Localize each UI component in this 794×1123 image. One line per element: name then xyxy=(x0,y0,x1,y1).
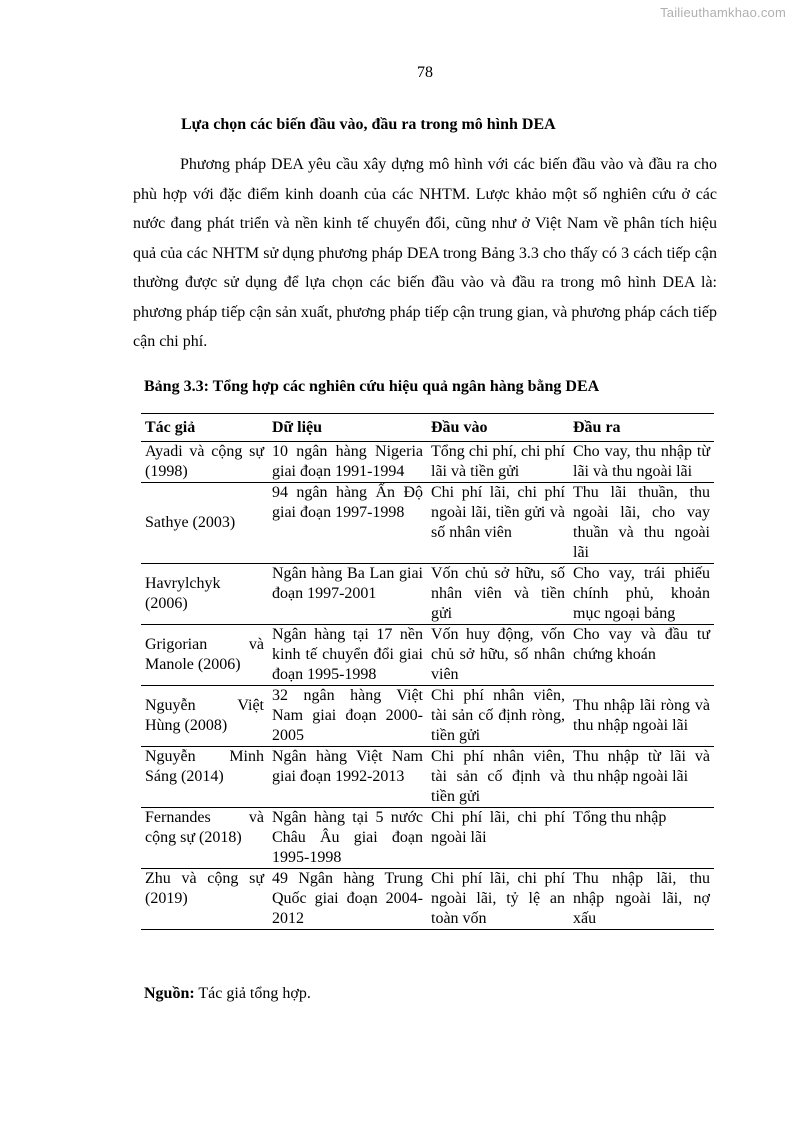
cell-outputs: Cho vay và đầu tư chứng khoán xyxy=(569,625,714,686)
cell-author: Grigorian và Manole (2006) xyxy=(141,625,268,686)
table-row xyxy=(141,869,714,930)
table-caption: Bảng 3.3: Tổng hợp các nghiên cứu hiệu quả ngân hàng bằng DEA xyxy=(144,378,600,395)
cell-author: Fernandes và cộng sự (2018) xyxy=(141,808,268,869)
table-header-row xyxy=(141,414,714,442)
source-text: Tác giả tổng hợp. xyxy=(198,985,311,1002)
cell-inputs: Chi phí nhân viên, tài sản cố định và tiền gửi xyxy=(427,747,569,808)
table-row xyxy=(141,483,714,564)
cell-outputs: Cho vay, thu nhập từ lãi và thu ngoài lãi xyxy=(569,442,714,483)
cell-author: Zhu và cộng sự (2019) xyxy=(141,869,268,930)
cell-author: Havrylchyk (2006) xyxy=(141,564,268,625)
cell-data: 32 ngân hàng Việt Nam giai đoạn 2000-2005 xyxy=(268,686,427,747)
table-row xyxy=(141,625,714,686)
cell-inputs: Chi phí lãi, chi phí ngoài lãi xyxy=(427,808,569,869)
source-note xyxy=(144,985,311,1003)
page-number: 78 xyxy=(417,64,433,81)
header-outputs: Đầu ra xyxy=(569,414,714,442)
cell-outputs: Tổng thu nhập xyxy=(569,808,714,869)
cell-author: Nguyễn Việt Hùng (2008) xyxy=(141,686,268,747)
studies-table xyxy=(141,413,714,930)
cell-data: Ngân hàng tại 17 nền kinh tế chuyển đổi giai đoạn 1995-1998 xyxy=(268,625,427,686)
cell-inputs: Vốn chủ sở hữu, số nhân viên và tiền gửi xyxy=(427,564,569,625)
section-heading: Lựa chọn các biến đầu vào, đầu ra trong mô hình DEA xyxy=(181,116,556,133)
cell-inputs: Vốn huy động, vốn chủ sở hữu, số nhân viên xyxy=(427,625,569,686)
cell-author: Nguyễn Minh Sáng (2014) xyxy=(141,747,268,808)
table-row xyxy=(141,808,714,869)
cell-inputs: Chi phí lãi, chi phí ngoài lãi, tỷ lệ an toàn vốn xyxy=(427,869,569,930)
table-row xyxy=(141,442,714,483)
table-row xyxy=(141,747,714,808)
cell-data: Ngân hàng Việt Nam giai đoạn 1992-2013 xyxy=(268,747,427,808)
table-row xyxy=(141,686,714,747)
table-row xyxy=(141,564,714,625)
cell-outputs: Thu nhập lãi ròng và thu nhập ngoài lãi xyxy=(569,686,714,747)
header-data: Dữ liệu xyxy=(268,414,427,442)
cell-inputs: Chi phí lãi, chi phí ngoài lãi, tiền gửi và số nhân viên xyxy=(427,483,569,564)
cell-data: 10 ngân hàng Nigeria giai đoạn 1991-1994 xyxy=(268,442,427,483)
cell-outputs: Thu nhập từ lãi và thu nhập ngoài lãi xyxy=(569,747,714,808)
body-paragraph: Phương pháp DEA yêu cầu xây dựng mô hình với các biến đầu vào và đầu ra cho phù hợp với đặc điểm kinh doanh của các NHTM. Lược khảo một số nghiên cứu ở các nước đang phát triển và nền kinh tế chuyển đổi, cũng như ở Việt Nam về phân tích hiệu quả của các NHTM sử dụng phương pháp DEA trong Bảng 3.3 cho thấy có 3 cách tiếp cận thường được sử dụng để lựa chọn các biến đầu vào và đầu ra trong mô hình DEA là: phương pháp tiếp cận sản xuất, phương pháp tiếp cận trung gian, và phương pháp cách tiếp cận chi phí. xyxy=(133,156,717,350)
cell-outputs: Thu nhập lãi, thu nhập ngoài lãi, nợ xấu xyxy=(569,869,714,930)
studies-table-container xyxy=(141,413,714,930)
source-label: Nguồn: xyxy=(144,985,195,1002)
cell-data: Ngân hàng Ba Lan giai đoạn 1997-2001 xyxy=(268,564,427,625)
cell-outputs: Thu lãi thuần, thu ngoài lãi, cho vay thuần và thu ngoài lãi xyxy=(569,483,714,564)
header-inputs: Đầu vào xyxy=(427,414,569,442)
cell-outputs: Cho vay, trái phiếu chính phủ, khoản mục ngoại bảng xyxy=(569,564,714,625)
watermark-text: Tailieuthamkhao.com xyxy=(660,5,786,20)
cell-data: 49 Ngân hàng Trung Quốc giai đoạn 2004-2012 xyxy=(268,869,427,930)
cell-data: 94 ngân hàng Ấn Độ giai đoạn 1997-1998 xyxy=(268,483,427,564)
cell-inputs: Chi phí nhân viên, tài sản cố định ròng, tiền gửi xyxy=(427,686,569,747)
cell-author: Sathye (2003) xyxy=(141,483,268,564)
cell-author: Ayadi và cộng sự (1998) xyxy=(141,442,268,483)
header-author: Tác giả xyxy=(141,414,268,442)
cell-data: Ngân hàng tại 5 nước Châu Âu giai đoạn 1995-1998 xyxy=(268,808,427,869)
cell-inputs: Tổng chi phí, chi phí lãi và tiền gửi xyxy=(427,442,569,483)
